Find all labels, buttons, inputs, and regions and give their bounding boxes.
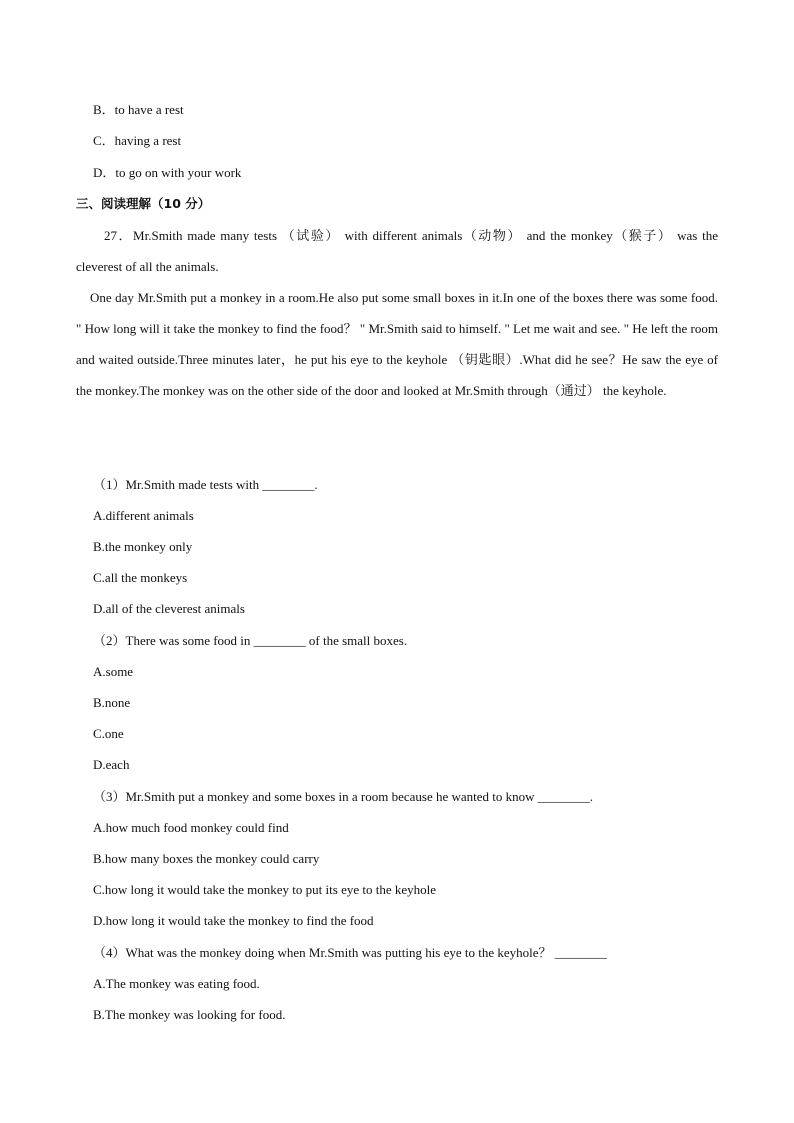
question-1-stem: （1）Mr.Smith made tests with ________.: [93, 477, 318, 492]
passage-paragraph-2: [76, 282, 718, 406]
question-4-option-a: A.The monkey was eating food.: [93, 976, 260, 991]
option-b: B．to have a rest: [93, 102, 184, 117]
question-3-stem: （3）Mr.Smith put a monkey and some boxes in a room because he wanted to know ________.: [93, 789, 594, 804]
question-1-option-a: A.different animals: [93, 508, 194, 523]
question-2-option-b: B.none: [93, 695, 131, 710]
question-2-option-c: C.one: [93, 726, 124, 741]
question-4-option-b: B.The monkey was looking for food.: [93, 1007, 286, 1022]
option-c: C．having a rest: [93, 133, 182, 148]
question-1-option-d: D.all of the cleverest animals: [93, 601, 245, 616]
question-3-option-d: D.how long it would take the monkey to find the food: [93, 913, 374, 928]
option-d: D．to go on with your work: [93, 165, 242, 180]
question-2-stem: （2）There was some food in ________ of the small boxes.: [93, 633, 408, 648]
passage-paragraph-1: [76, 220, 718, 282]
question-3-option-b: B.how many boxes the monkey could carry: [93, 851, 320, 866]
question-1-option-b: B.the monkey only: [93, 539, 193, 554]
passage-paragraph-1-text: 27．Mr.Smith made many tests （试验） with different animals（动物） and the monkey（猴子） was the cleverest of all the animals.: [76, 228, 718, 274]
question-2-option-d: D.each: [93, 757, 130, 772]
question-1-option-c: C.all the monkeys: [93, 570, 188, 585]
question-4-stem: （4）What was the monkey doing when Mr.Smith was putting his eye to the keyhole？ ________: [93, 945, 607, 960]
question-2-option-a: A.some: [93, 664, 134, 679]
question-3-option-c: C.how long it would take the monkey to put its eye to the keyhole: [93, 882, 437, 897]
section-heading: 三、阅读理解（10 分）: [76, 196, 211, 211]
passage-paragraph-2-text: One day Mr.Smith put a monkey in a room.He also put some small boxes in it.In one of the boxes there was some food. " How long will it take the monkey to find the food？ " Mr.Smith said to himself. " Let me wait and see. " He left the room and waited outside.Three minutes later，he put his eye to the keyhole （钥匙眼）.What did he see？He saw the eye of the monkey.The monkey was on the other side of the door and looked at Mr.Smith through（通过） the keyhole.: [76, 290, 718, 398]
question-3-option-a: A.how much food monkey could find: [93, 820, 289, 835]
